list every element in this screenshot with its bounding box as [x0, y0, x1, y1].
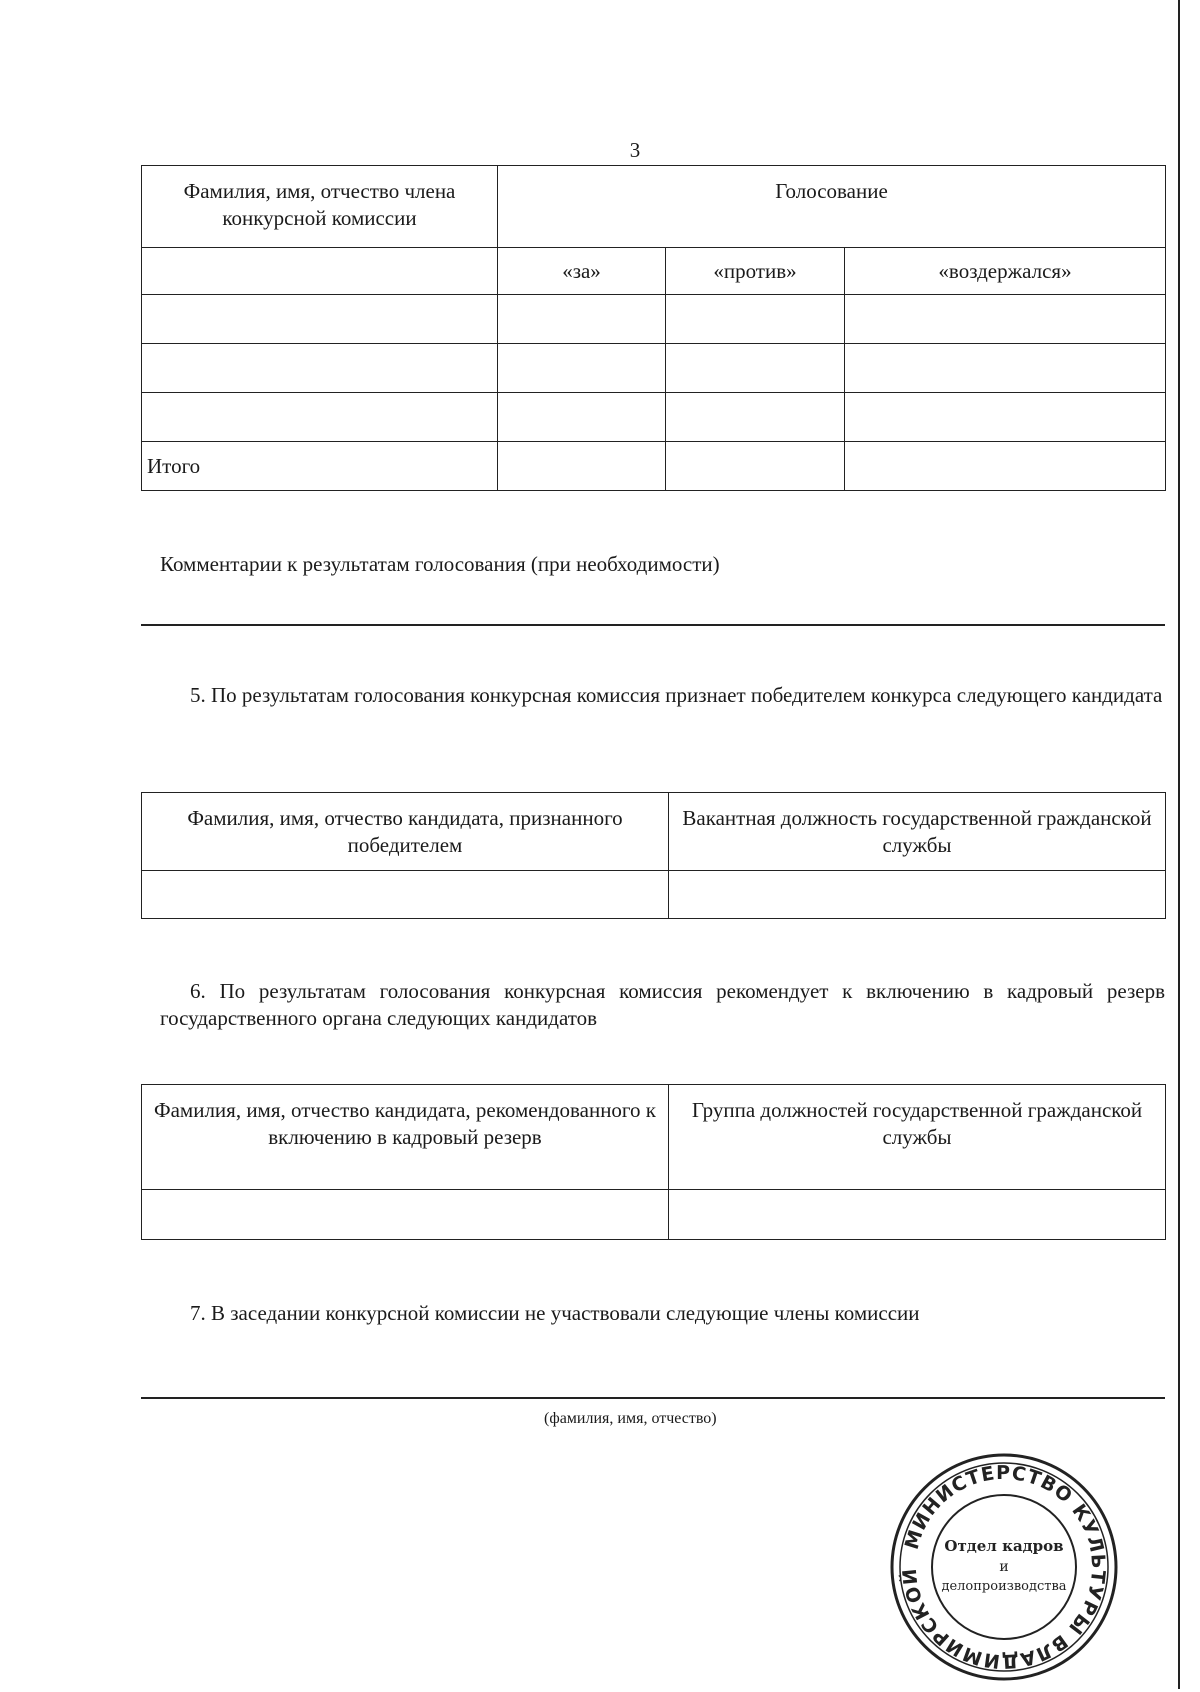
table-cell — [669, 1190, 1166, 1240]
table-row-total — [142, 442, 1166, 491]
table-row — [142, 1190, 1166, 1240]
table-cell — [142, 871, 669, 919]
table-cell — [142, 295, 498, 344]
voting-header: Голосование — [498, 166, 1166, 248]
stamp-line-2: и — [999, 1559, 1009, 1575]
stamp-line-3: делопроизводства — [941, 1579, 1067, 1594]
table-row — [142, 344, 1166, 393]
official-stamp — [884, 1447, 1124, 1687]
table-cell — [845, 442, 1166, 491]
vote-abstain-header: «воздержался» — [845, 248, 1166, 295]
item-7-text: 7. В заседании конкурсной комиссии не участвовали следующие члены комиссии — [190, 1301, 920, 1325]
total-label: Итого — [142, 442, 498, 491]
table-cell — [666, 442, 845, 491]
table-cell — [142, 344, 498, 393]
signature-caption: (фамилия, имя, отчество) — [544, 1410, 717, 1427]
voting-table — [141, 165, 1166, 491]
table-cell — [845, 393, 1166, 442]
table-cell — [845, 295, 1166, 344]
comments-label: Комментарии к результатам голосования (при необходимости) — [160, 552, 720, 576]
reserve-table — [141, 1084, 1166, 1240]
signature-line — [141, 1397, 1165, 1399]
comments-line — [141, 624, 1165, 626]
vacant-position-header: Вакантная должность государственной гражданской службы — [669, 793, 1166, 871]
page-edge-line — [1178, 0, 1180, 1689]
table-cell — [142, 248, 498, 295]
position-group-header: Группа должностей государственной гражданской службы — [669, 1085, 1166, 1190]
stamp-ring-text: МИНИСТЕРСТВО КУЛЬТУРЫ ВЛАДИМИРСКОЙ — [898, 1461, 1110, 1673]
winner-table — [141, 792, 1166, 919]
table-cell — [669, 871, 1166, 919]
stamp-line-1: Отдел кадров — [944, 1537, 1064, 1555]
item-5-text: 5. По результатам голосования конкурсная комиссия признает победителем конкурса следующего кандидата — [190, 683, 1163, 707]
vote-against-header: «против» — [666, 248, 845, 295]
reserve-candidate-header: Фамилия, имя, отчество кандидата, рекомендованного к включению в кадровый резерв — [142, 1085, 669, 1190]
table-cell — [845, 344, 1166, 393]
table-cell — [498, 393, 666, 442]
table-cell — [142, 1190, 669, 1240]
table-row — [142, 295, 1166, 344]
table-cell — [666, 295, 845, 344]
table-cell — [498, 295, 666, 344]
table-cell — [498, 442, 666, 491]
table-row — [142, 393, 1166, 442]
item-6-text: 6. По результатам голосования конкурсная комиссия рекомендует к включению в кадровый резерв государственного органа следующих кандидатов — [160, 979, 1165, 1030]
member-name-header: Фамилия, имя, отчество члена конкурсной комиссии — [142, 166, 498, 248]
table-cell — [666, 344, 845, 393]
table-row — [142, 871, 1166, 919]
table-cell — [498, 344, 666, 393]
page-number: 3 — [629, 138, 641, 162]
table-cell — [142, 393, 498, 442]
table-cell — [666, 393, 845, 442]
winner-name-header: Фамилия, имя, отчество кандидата, признанного победителем — [142, 793, 669, 871]
vote-for-header: «за» — [498, 248, 666, 295]
